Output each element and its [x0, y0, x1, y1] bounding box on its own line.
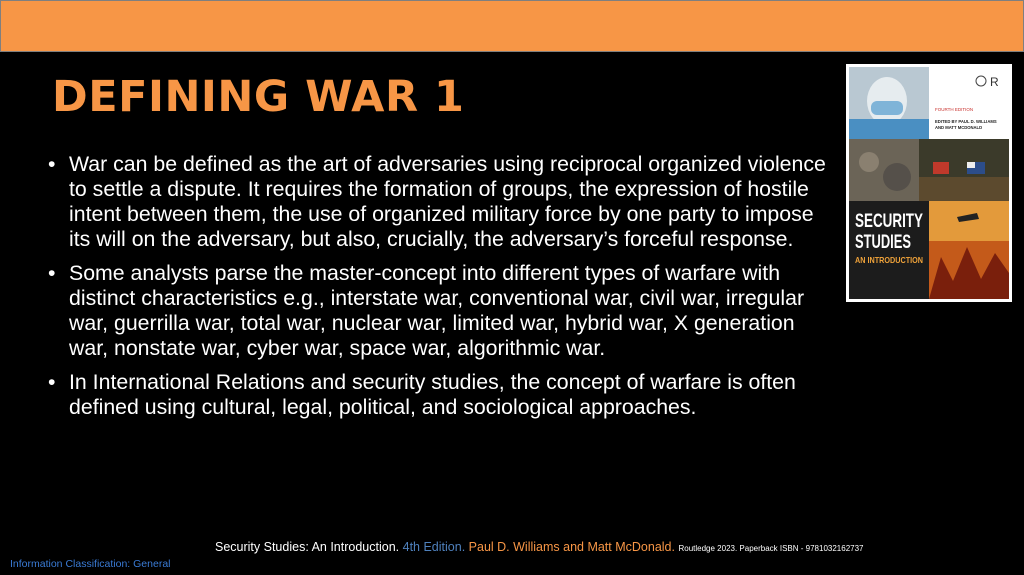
- classification-label: Information Classification: General: [10, 558, 171, 570]
- bullet-marker: •: [48, 261, 56, 285]
- bullet-marker: •: [48, 370, 56, 394]
- cover-title-line2: STUDIES: [855, 232, 911, 253]
- top-accent-band: [0, 0, 1024, 52]
- bullet-text: War can be defined as the art of adversaries using reciprocal organized violence to settle a dispute. It requires the formation of groups, the expression of hostile intent between them, the use of organized military force by one party to impose its will on the adversary, but also, crucially, the adversary’s forceful response.: [69, 152, 826, 251]
- bullet-text: In International Relations and security studies, the concept of warfare is often defined using cultural, legal, political, and sociological approaches.: [69, 370, 796, 419]
- citation-edition: 4th Edition.: [402, 540, 466, 554]
- slide-title: DEFINING WAR 1: [52, 72, 465, 122]
- bullet-list: [46, 152, 826, 429]
- publisher-logo: R: [990, 75, 999, 89]
- citation-authors: Paul D. Williams and Matt McDonald.: [468, 540, 675, 554]
- svg-text:FOURTH EDITION: FOURTH EDITION: [935, 107, 974, 112]
- svg-text:EDITED BY PAUL D. WILLIAMS: EDITED BY PAUL D. WILLIAMS: [935, 119, 997, 124]
- book-cover-art: [849, 67, 1009, 299]
- bullet-item: [46, 370, 826, 420]
- citation-title: Security Studies: An Introduction.: [215, 540, 400, 554]
- citation-publisher: Routledge 2023. Paperback ISBN - 9781032162737: [678, 544, 864, 553]
- svg-text:AND MATT MCDONALD: AND MATT MCDONALD: [935, 125, 983, 130]
- book-cover-image: [846, 64, 1012, 302]
- bullet-marker: •: [48, 152, 56, 176]
- cover-subtitle: AN INTRODUCTION: [855, 255, 923, 265]
- bullet-item: [46, 152, 826, 252]
- citation-footer: [215, 540, 864, 554]
- cover-title-line1: SECURITY: [855, 211, 924, 232]
- bullet-text: Some analysts parse the master-concept into different types of warfare with distinct characteristics e.g., interstate war, conventional war, civil war, irregular war, guerrilla war, total war, nuclear war, limited war, hybrid war, X generation war, nonstate war, cyber war, space war, algorithmic war.: [69, 261, 805, 360]
- bullet-item: [46, 261, 826, 361]
